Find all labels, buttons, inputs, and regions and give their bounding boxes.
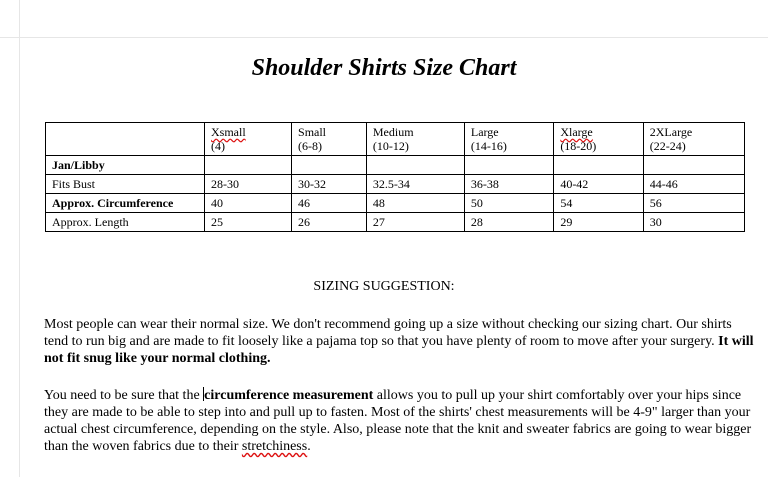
paragraph-emphasis: circumference measurement xyxy=(204,388,374,403)
table-cell: 27 xyxy=(366,213,464,232)
paragraph-text: Most people can wear their normal size. We don't recommend going up a size without checking our sizing chart. Our shirts tend to run big and are made to fit loosely like a pajama top so that you have plenty of room to move after your surgery. xyxy=(44,317,732,349)
paragraph-text: . xyxy=(307,439,311,454)
table-cell: 40-42 xyxy=(554,175,643,194)
table-cell: 30-32 xyxy=(292,175,367,194)
misspelled-word: stretchiness xyxy=(241,439,308,454)
table-cell: 48 xyxy=(366,194,464,213)
paragraph-text: allows you to pull up your shirt comfortably over your hips since they are made to be able to step into and pull up to fasten. Most of the shirts' chest measurements will be 4-9" larger than your actual chest circumference, depending on the style. Also, please note that the knit and sweater fabrics are going to wear bigger than the woven fabrics due to their xyxy=(44,388,752,454)
sizing-paragraph-2 xyxy=(44,387,754,455)
row-label: Jan/Libby xyxy=(46,156,205,175)
table-cell: 26 xyxy=(292,213,367,232)
sizing-paragraph-1 xyxy=(44,316,754,367)
table-cell xyxy=(205,156,292,175)
row-label: Approx. Circumference xyxy=(46,194,205,213)
table-header-row xyxy=(46,123,745,156)
table-cell: 46 xyxy=(292,194,367,213)
table-cell: 25 xyxy=(205,213,292,232)
table-header-cell: 2XLarge (22-24) xyxy=(643,123,744,156)
page-title: Shoulder Shirts Size Chart xyxy=(251,55,517,81)
table-corner-cell xyxy=(46,123,205,156)
table-cell: 32.5-34 xyxy=(366,175,464,194)
table-row xyxy=(46,175,745,194)
table-cell: 36-38 xyxy=(464,175,553,194)
table-cell: 28 xyxy=(464,213,553,232)
sizing-suggestion-heading: SIZING SUGGESTION: xyxy=(313,279,455,294)
table-row xyxy=(46,194,745,213)
table-cell: 29 xyxy=(554,213,643,232)
table-header-cell: Xlarge (18-20) xyxy=(554,123,643,156)
row-label: Fits Bust xyxy=(46,175,205,194)
table-cell: 54 xyxy=(554,194,643,213)
table-cell: 28-30 xyxy=(205,175,292,194)
size-chart-table xyxy=(45,122,745,232)
table-cell xyxy=(366,156,464,175)
table-header-cell: Medium (10-12) xyxy=(366,123,464,156)
table-cell: 44-46 xyxy=(643,175,744,194)
paragraph-text: You need to be sure that the xyxy=(44,388,204,403)
table-row xyxy=(46,213,745,232)
table-cell: 30 xyxy=(643,213,744,232)
page-margin-guide-top xyxy=(0,37,768,38)
paragraph-emphasis: It will not fit snug like your normal clothing. xyxy=(44,334,754,366)
table-row xyxy=(46,156,745,175)
table-cell xyxy=(292,156,367,175)
table-cell: 56 xyxy=(643,194,744,213)
table-cell: 50 xyxy=(464,194,553,213)
table-header-cell: Xsmall (4) xyxy=(205,123,292,156)
table-header-cell: Small (6-8) xyxy=(292,123,367,156)
table-cell xyxy=(643,156,744,175)
table-cell xyxy=(554,156,643,175)
row-label: Approx. Length xyxy=(46,213,205,232)
table-cell xyxy=(464,156,553,175)
table-cell: 40 xyxy=(205,194,292,213)
table-header-cell: Large (14-16) xyxy=(464,123,553,156)
